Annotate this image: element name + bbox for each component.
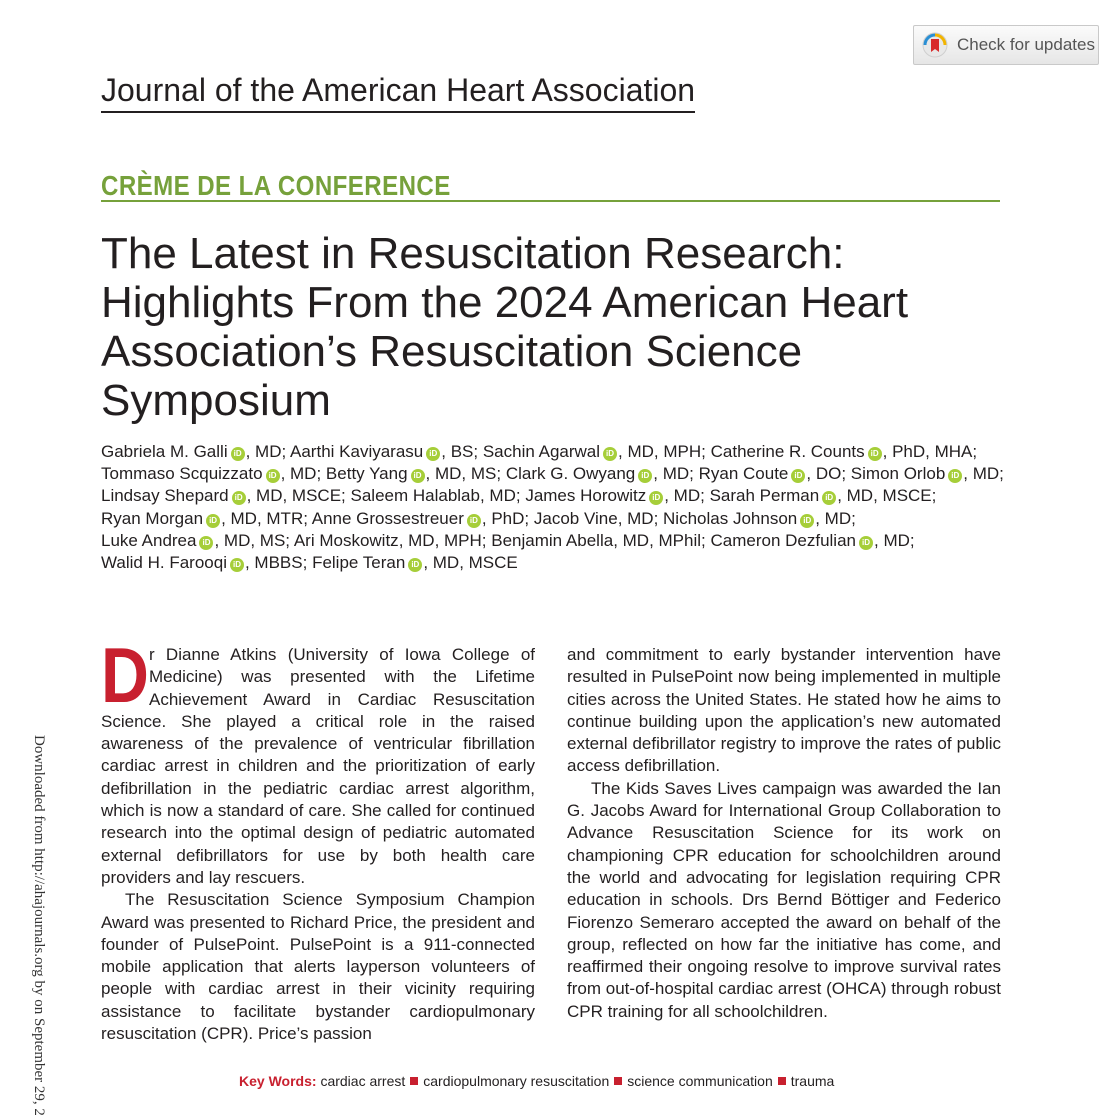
- author-degree: , MD;: [653, 464, 694, 484]
- author-degree: , PhD, MHA;: [882, 442, 978, 461]
- author: [711, 442, 978, 461]
- orcid-icon[interactable]: iD: [231, 447, 245, 461]
- author-degree: , MD;: [874, 530, 915, 550]
- author-name: Lindsay Shepard: [101, 486, 229, 506]
- orcid-icon[interactable]: iD: [266, 469, 280, 483]
- keyword-separator-icon: [614, 1077, 622, 1085]
- orcid-icon[interactable]: iD: [791, 469, 805, 483]
- orcid-icon[interactable]: iD: [603, 447, 617, 461]
- author-name: James Horowitz: [525, 486, 647, 506]
- author-degree: , MD;: [815, 508, 856, 528]
- author: [534, 509, 658, 528]
- section-header: [101, 170, 1000, 202]
- orcid-icon[interactable]: iD: [467, 514, 481, 528]
- paragraph-1-text: r Dianne Atkins (University of Iowa College of Medicine) was presented with the Lifetime Achievement Award in Cardiac Resuscitation Science. She played a critical role in the raised awareness of the prevalence of ventricular fibrillation cardiac arrest in children and the prioritization of early defibrillation in the pediatric cardiac arrest algorithm, which is now a standard of care. She called for continued research into the optimal design of pediatric automated external defibrillators for use by both health care providers and lay rescuers.: [101, 645, 535, 887]
- author: [294, 531, 487, 550]
- author-name: Gabriela M. Galli: [101, 442, 228, 461]
- keyword-item: science communication: [627, 1073, 773, 1089]
- author-name: Betty Yang: [325, 464, 408, 484]
- author: [491, 531, 705, 550]
- author: [663, 509, 856, 528]
- author-degree: , MD, MS;: [425, 464, 502, 484]
- author-name: Tommaso Scquizzato: [101, 464, 263, 484]
- keyword-separator-icon: [778, 1077, 786, 1085]
- author: [101, 531, 290, 550]
- author-name: Simon Orlob: [850, 464, 946, 484]
- author: [101, 553, 307, 572]
- author: [101, 509, 308, 528]
- author-degree: , MD, MSCE: [423, 553, 518, 573]
- paragraph-2-continued: and commitment to early bystander intervention have resulted in PulsePoint now being implemented in multiple cities across the United States. He stated how he aims to continue building upon the application’s new automated external defibrillator registry to improve the rates of public access defibrillation.: [567, 645, 1001, 776]
- author-name: Cameron Dezfulian: [710, 530, 856, 550]
- section-label: CRÈME DE LA CONFERENCE: [101, 170, 451, 201]
- keywords-label: Key Words:: [239, 1073, 317, 1089]
- author: [483, 442, 706, 461]
- author: [326, 464, 501, 483]
- orcid-icon[interactable]: iD: [638, 469, 652, 483]
- author: [506, 464, 694, 483]
- orcid-icon[interactable]: iD: [232, 491, 246, 505]
- orcid-icon[interactable]: iD: [408, 558, 422, 572]
- author-degree: , MD, MSCE;: [837, 486, 937, 506]
- author-degree: , MD, MPH;: [618, 442, 706, 461]
- author-name: Ryan Coute: [698, 464, 789, 484]
- keywords-line: [239, 1073, 834, 1089]
- author: [312, 553, 518, 572]
- author-degree: , MD, MPH;: [398, 530, 487, 550]
- author-name: Luke Andrea: [101, 530, 197, 550]
- keyword-item: cardiac arrest: [320, 1073, 406, 1089]
- author-name: Felipe Teran: [312, 553, 406, 573]
- keyword-item: cardiopulmonary resuscitation: [423, 1073, 610, 1089]
- author: [710, 486, 937, 505]
- author-degree: , MD, MPhil;: [613, 530, 706, 550]
- author-name: Nicholas Johnson: [663, 508, 798, 528]
- author-degree: , MD;: [617, 508, 659, 528]
- orcid-icon[interactable]: iD: [800, 514, 814, 528]
- bookmark-update-icon: [922, 32, 948, 58]
- orcid-icon[interactable]: iD: [426, 447, 440, 461]
- author-name: Benjamin Abella: [491, 530, 614, 550]
- author-degree: , MD;: [664, 486, 705, 506]
- keyword-separator-icon: [410, 1077, 418, 1085]
- orcid-icon[interactable]: iD: [206, 514, 220, 528]
- body-column-right: [567, 644, 1001, 1023]
- author-name: Jacob Vine: [533, 508, 618, 528]
- author: [710, 531, 914, 550]
- author: [101, 442, 286, 461]
- author-name: Aarthi Kaviyarasu: [290, 442, 424, 461]
- author-name: Saleem Halablab: [350, 486, 480, 506]
- download-watermark: Downloaded from http://ahajournals.org by on September 29, 2: [31, 735, 47, 1116]
- orcid-icon[interactable]: iD: [948, 469, 962, 483]
- author-degree: , MD, MS;: [214, 530, 291, 550]
- paragraph-3: The Kids Saves Lives campaign was awarded the Ian G. Jacobs Award for International Group Collaboration to Advance Resuscitation Science for its work on championing CPR education for schoolchildren around the world and advocating for legislation requiring CPR education in schools. Drs Bernd Böttiger and Federico Fiorenzo Semeraro accepted the award on behalf of the group, reflected on how far the initiative has come, and reaffirmed their ongoing resolve to improve survival rates from out-of-hospital cardiac arrest (OHCA) through robust CPR training for all schoolchildren.: [567, 778, 1001, 1021]
- check-for-updates-label: Check for updates: [957, 35, 1095, 54]
- author: [312, 509, 529, 528]
- author-degree: , MD;: [963, 464, 1004, 484]
- article-title: The Latest in Resuscitation Research: Highlights From the 2024 American Heart Association’s Resuscitation Science Symposium: [101, 229, 909, 425]
- paragraph-1: [101, 631, 535, 889]
- orcid-icon[interactable]: iD: [868, 447, 882, 461]
- author-name: Ryan Morgan: [101, 508, 204, 528]
- orcid-icon[interactable]: iD: [822, 491, 836, 505]
- author-degree: , PhD;: [481, 508, 530, 528]
- author-name: Catherine R. Counts: [710, 442, 865, 461]
- author-name: Sachin Agarwal: [482, 442, 601, 461]
- author: [351, 486, 521, 505]
- author-degree: , BS;: [441, 442, 479, 461]
- author: [525, 486, 705, 505]
- author-list: [101, 441, 1011, 574]
- body-column-left: [101, 631, 535, 1045]
- orcid-icon[interactable]: iD: [859, 536, 873, 550]
- author-name: Anne Grossestreuer: [311, 508, 464, 528]
- author-degree: , MD, MSCE;: [246, 486, 346, 506]
- author: [851, 464, 1004, 483]
- author-name: Walid H. Farooqi: [101, 553, 227, 573]
- paragraph-2: The Resuscitation Science Symposium Champion Award was presented to Richard Price, the president and founder of PulsePoint. PulsePoint is a 911-connected mobile application that alerts layperson volunteers of people with cardiac arrest in their vicinity requiring assistance to facilitate bystander cardiopulmonary resuscitation (CPR). Price’s passion: [101, 890, 535, 1044]
- journal-name: Journal of the American Heart Association: [101, 70, 695, 113]
- author-degree: , MD;: [245, 442, 287, 461]
- author: [699, 464, 846, 483]
- drop-cap: D: [101, 631, 149, 719]
- author-degree: , MD;: [479, 486, 521, 506]
- orcid-icon[interactable]: iD: [199, 536, 213, 550]
- author: [101, 486, 346, 505]
- orcid-icon[interactable]: iD: [411, 469, 425, 483]
- author: [290, 442, 478, 461]
- author-name: Ari Moskowitz: [293, 530, 399, 550]
- author-name: Clark G. Owyang: [505, 464, 636, 484]
- check-for-updates-button[interactable]: [913, 25, 1099, 65]
- keyword-item: trauma: [790, 1073, 835, 1089]
- author-degree: , MD, MTR;: [221, 508, 308, 528]
- orcid-icon[interactable]: iD: [230, 558, 244, 572]
- author-degree: , DO;: [806, 464, 847, 484]
- orcid-icon[interactable]: iD: [649, 491, 663, 505]
- author-name: Sarah Perman: [709, 486, 820, 506]
- author-degree: , MD;: [280, 464, 322, 484]
- author-degree: , MBBS;: [244, 553, 308, 573]
- author: [101, 464, 321, 483]
